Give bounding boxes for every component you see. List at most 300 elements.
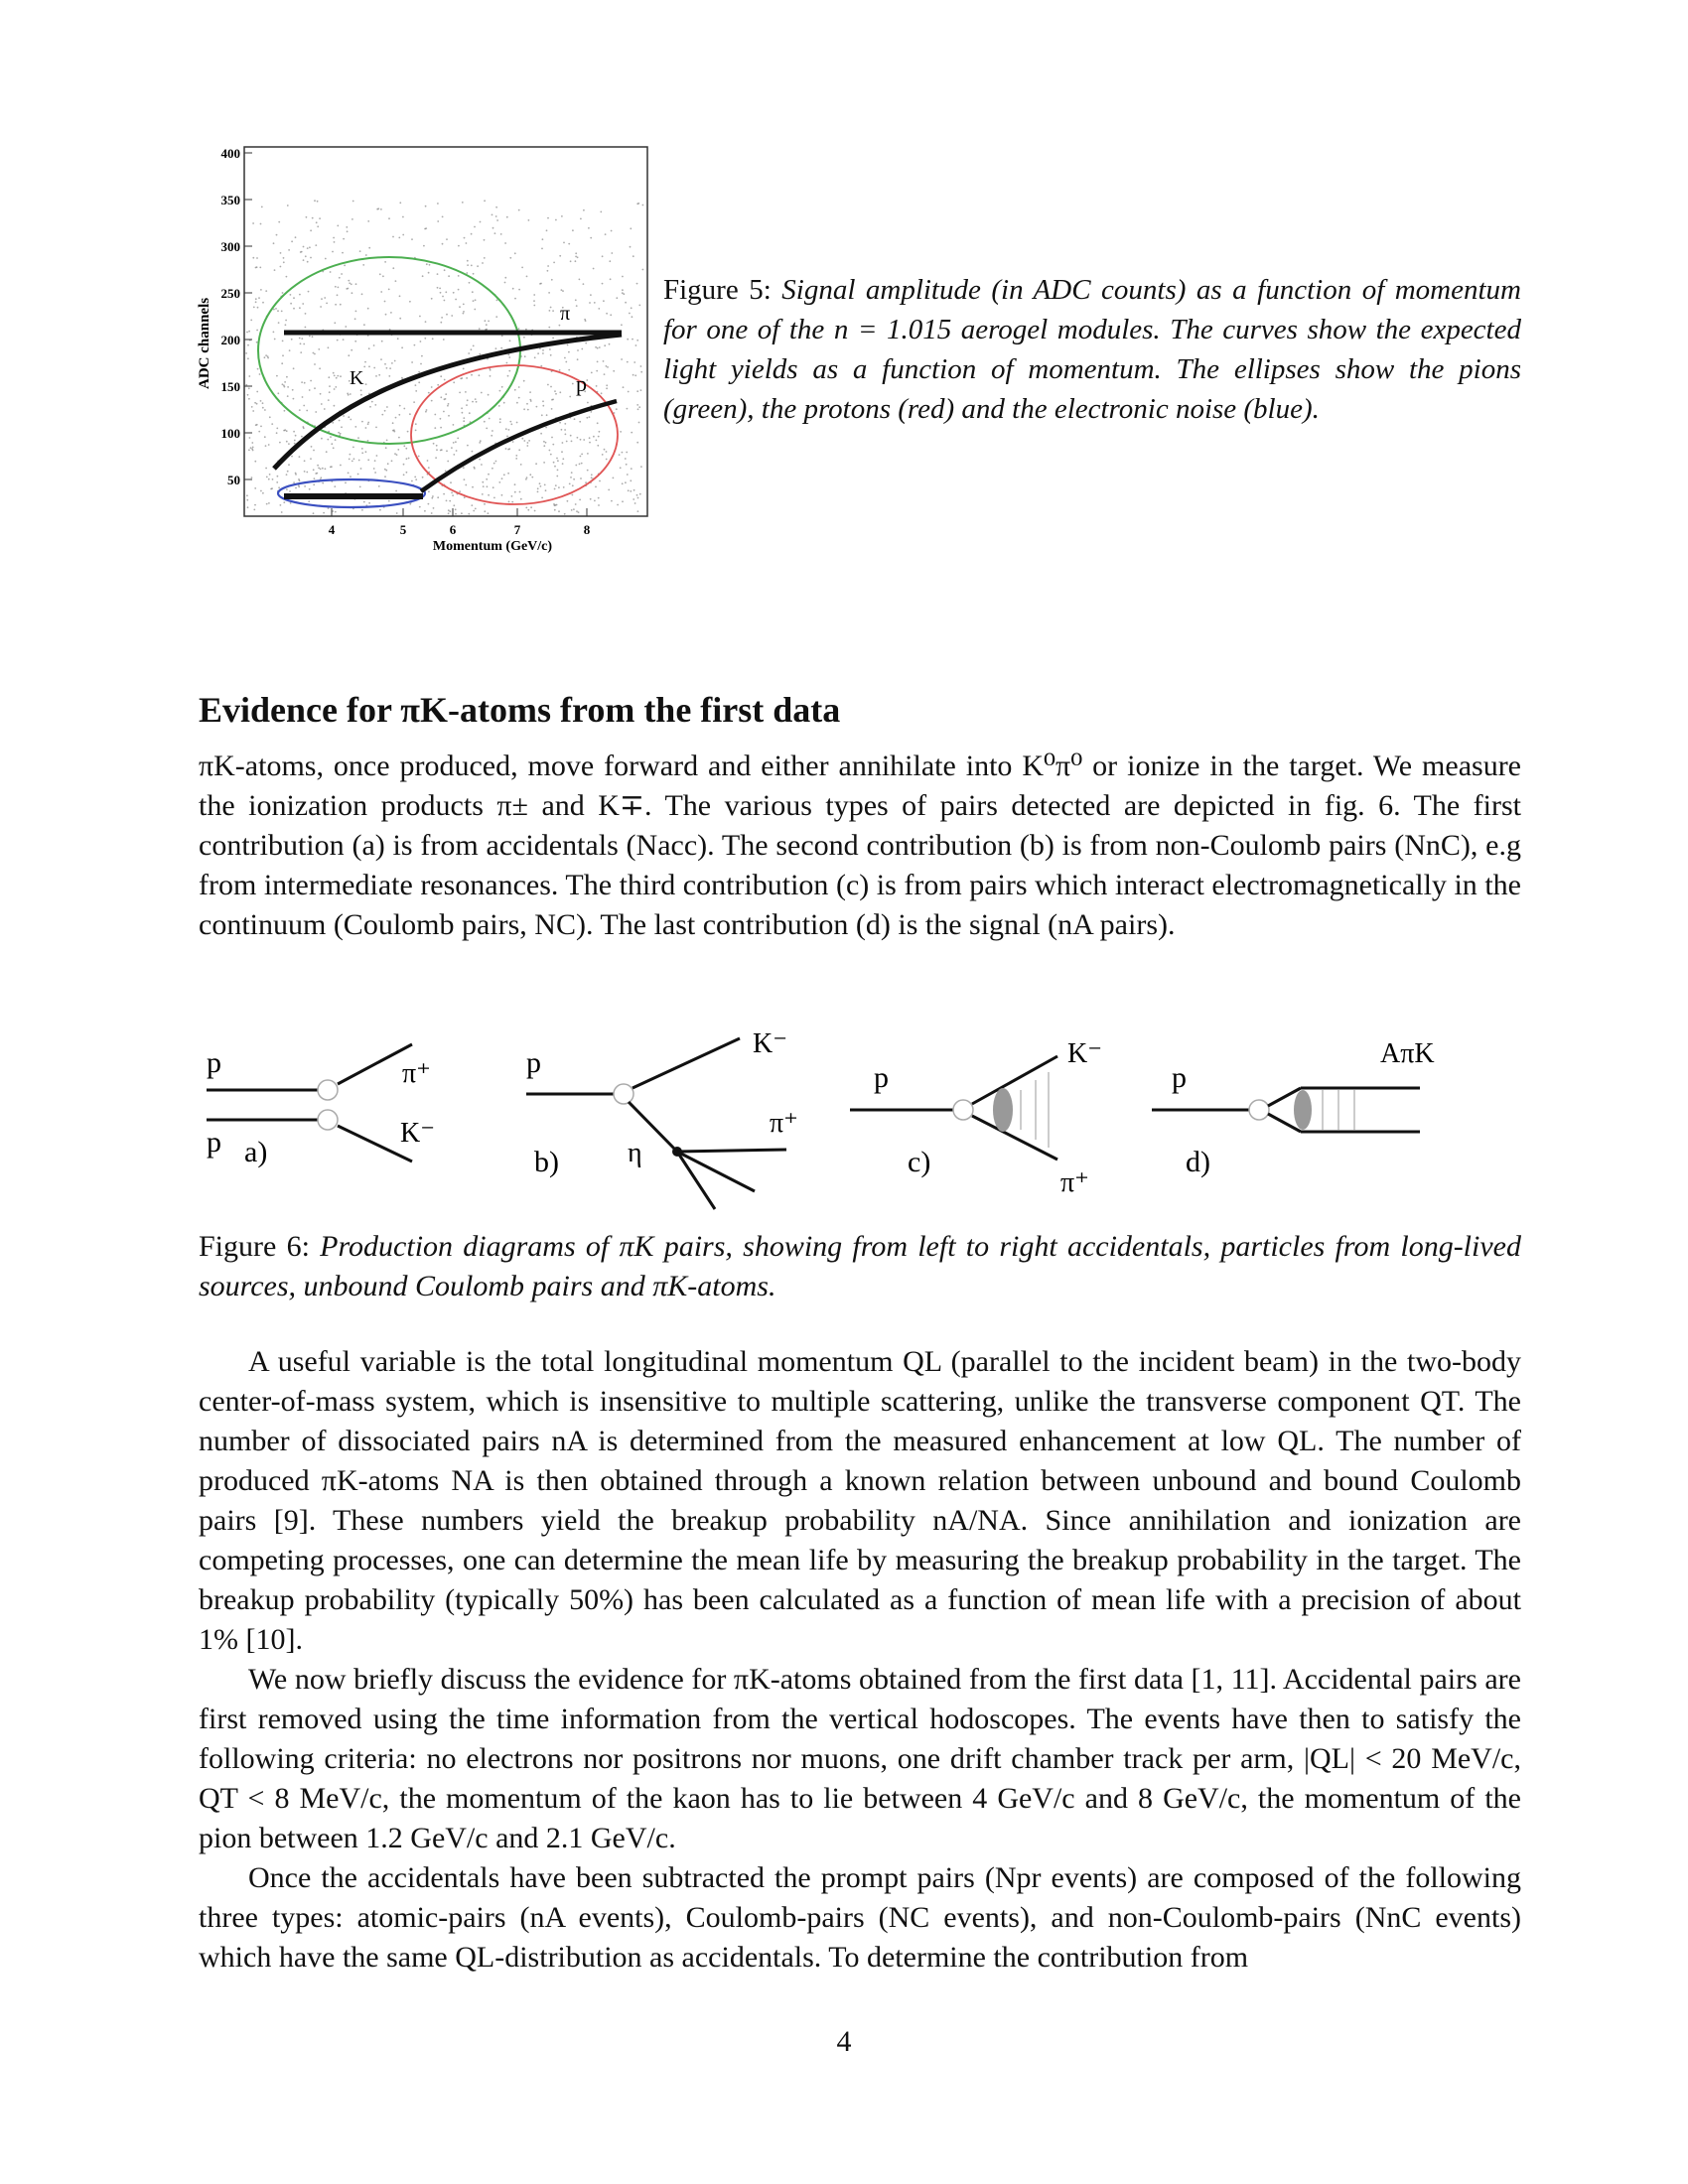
- scatter-point: [549, 310, 551, 312]
- scatter-point: [308, 291, 310, 293]
- scatter-point: [384, 410, 386, 412]
- scatter-point: [385, 447, 387, 449]
- scatter-point: [247, 394, 249, 396]
- svg-text:a): a): [244, 1136, 268, 1168]
- scatter-point: [599, 346, 601, 348]
- scatter-point: [527, 409, 529, 411]
- scatter-point: [581, 463, 583, 465]
- scatter-point: [265, 445, 267, 447]
- scatter-point: [569, 483, 571, 485]
- scatter-point: [313, 450, 315, 452]
- scatter-point: [442, 296, 444, 298]
- scatter-point: [556, 458, 558, 460]
- scatter-point: [529, 391, 531, 393]
- svg-text:p: p: [1172, 1061, 1187, 1094]
- scatter-point: [552, 310, 554, 312]
- scatter-point: [558, 510, 560, 512]
- scatter-point: [530, 506, 532, 508]
- scatter-point: [269, 416, 271, 418]
- scatter-point: [633, 498, 634, 500]
- scatter-point: [596, 385, 598, 387]
- scatter-point: [446, 238, 448, 240]
- scatter-point: [548, 292, 550, 294]
- scatter-point: [608, 489, 610, 491]
- scatter-point: [276, 428, 278, 430]
- scatter-point: [367, 423, 369, 425]
- scatter-point: [310, 229, 312, 231]
- scatter-point: [508, 353, 510, 355]
- scatter-point: [306, 410, 308, 412]
- scatter-point: [484, 239, 486, 241]
- scatter-point: [327, 439, 329, 441]
- scatter-point: [551, 408, 553, 410]
- paragraph-1: πK-atoms, once produced, move forward and either annihilate into K⁰π⁰ or ionize in the target. We measure the ionization products π± and K∓. The various types of pairs detected are depicted in fig. 6. The first contribution (a) is from accidentals (Nacc). The second contribution (b) is from non-Coulomb pairs (NnC), e.g from intermediate resonances. The third contribution (c) is from pairs which interact electromagnetically in the continuum (Coulomb pairs, NC). The last contribution (d) is the signal (nA pairs).: [199, 750, 1521, 941]
- scatter-point: [268, 478, 270, 480]
- scatter-point: [285, 320, 287, 322]
- scatter-point: [463, 467, 465, 469]
- scatter-point: [318, 348, 320, 350]
- scatter-point: [455, 299, 457, 301]
- scatter-point: [340, 465, 342, 467]
- scatter-point: [403, 464, 405, 466]
- scatter-point: [338, 287, 340, 289]
- x-axis-ticks: [329, 508, 591, 537]
- scatter-point: [536, 406, 538, 408]
- scatter-point: [252, 257, 254, 259]
- scatter-point: [506, 362, 508, 364]
- scatter-point: [290, 303, 292, 305]
- scatter-point: [264, 356, 266, 358]
- scatter-point: [367, 422, 369, 424]
- scatter-point: [504, 277, 506, 279]
- scatter-point: [281, 311, 283, 313]
- scatter-point: [526, 477, 528, 478]
- scatter-point: [520, 498, 522, 500]
- scatter-point: [266, 477, 268, 478]
- scatter-point: [467, 445, 469, 447]
- scatter-point: [428, 392, 430, 394]
- scatter-point: [433, 443, 435, 445]
- scatter-point: [315, 244, 317, 246]
- scatter-point: [632, 339, 633, 341]
- scatter-point: [314, 478, 316, 479]
- scatter-point: [525, 478, 527, 480]
- scatter-point: [523, 408, 525, 410]
- scatter-point: [627, 339, 629, 341]
- scatter-point: [558, 486, 560, 488]
- scatter-point: [625, 458, 627, 460]
- scatter-point: [426, 263, 428, 265]
- scatter-point: [259, 267, 261, 269]
- scatter-point: [458, 275, 460, 277]
- scatter-point: [620, 431, 622, 433]
- scatter-point: [295, 487, 297, 489]
- scatter-point: [397, 338, 399, 340]
- scatter-point: [424, 510, 426, 512]
- scatter-point: [326, 451, 328, 453]
- scatter-point: [504, 242, 506, 244]
- scatter-point: [529, 474, 531, 476]
- scatter-point: [294, 443, 296, 445]
- scatter-point: [479, 459, 481, 461]
- scatter-point: [415, 423, 417, 425]
- scatter-point: [636, 203, 638, 205]
- scatter-point: [581, 454, 583, 456]
- scatter-point: [501, 494, 503, 496]
- scatter-point: [499, 421, 501, 423]
- scatter-point: [311, 446, 313, 448]
- scatter-point: [606, 384, 608, 386]
- scatter-point: [537, 352, 539, 354]
- scatter-point: [286, 488, 288, 490]
- scatter-point: [248, 398, 250, 400]
- scatter-point: [459, 490, 461, 492]
- scatter-point: [541, 497, 543, 499]
- y-tick-label: 100: [220, 426, 240, 441]
- scatter-point: [498, 405, 500, 407]
- scatter-point: [469, 412, 471, 414]
- scatter-point: [276, 432, 278, 434]
- scatter-point: [598, 497, 600, 499]
- scatter-point: [585, 342, 587, 344]
- scatter-point: [533, 305, 535, 307]
- scatter-point: [507, 375, 509, 377]
- scatter-point: [440, 427, 442, 429]
- scatter-point: [348, 416, 350, 418]
- scatter-point: [304, 471, 306, 473]
- scatter-point: [411, 238, 413, 240]
- scatter-point: [290, 502, 292, 504]
- scatter-point: [553, 462, 555, 464]
- scatter-point: [299, 294, 301, 296]
- scatter-point: [437, 220, 439, 222]
- scatter-point: [368, 502, 370, 504]
- y-tick-label: 300: [220, 239, 240, 254]
- scatter-point: [525, 329, 527, 331]
- scatter-point: [634, 374, 636, 376]
- scatter-point: [434, 414, 436, 416]
- scatter-point: [484, 503, 486, 505]
- scatter-point: [310, 380, 312, 382]
- scatter-point: [429, 264, 431, 266]
- scatter-point: [550, 307, 552, 309]
- scatter-point: [540, 433, 542, 435]
- scatter-point: [482, 493, 484, 495]
- scatter-point: [580, 456, 582, 458]
- scatter-point: [611, 500, 613, 502]
- scatter-point: [277, 392, 279, 394]
- scatter-point: [295, 435, 297, 437]
- scatter-point: [492, 468, 493, 470]
- scatter-point: [549, 450, 551, 452]
- scatter-point: [486, 478, 488, 480]
- scatter-point: [506, 216, 508, 218]
- scatter-point: [295, 474, 297, 476]
- scatter-point: [611, 230, 613, 232]
- scatter-point: [367, 459, 369, 461]
- scatter-point: [313, 352, 315, 354]
- scatter-point: [403, 445, 405, 447]
- scatter-point: [399, 295, 401, 297]
- scatter-point: [600, 211, 602, 213]
- scatter-point: [314, 363, 316, 365]
- scatter-point: [447, 405, 449, 407]
- scatter-point: [463, 417, 465, 419]
- scatter-point: [360, 389, 362, 391]
- scatter-point: [291, 456, 293, 458]
- scatter-point: [357, 474, 359, 476]
- scatter-point: [554, 509, 556, 511]
- scatter-point: [525, 507, 527, 509]
- scatter-point: [286, 441, 288, 443]
- scatter-point: [534, 510, 536, 512]
- scatter-point: [320, 393, 322, 395]
- scatter-point: [287, 471, 289, 473]
- scatter-point: [409, 413, 411, 415]
- scatter-point: [553, 262, 555, 264]
- scatter-point: [259, 373, 261, 375]
- scatter-point: [548, 327, 550, 329]
- scatter-point: [636, 494, 638, 496]
- scatter-point: [425, 205, 427, 207]
- scatter-point: [252, 450, 254, 452]
- scatter-point: [256, 391, 258, 393]
- scatter-point: [299, 307, 301, 309]
- scatter-point: [428, 490, 430, 492]
- scatter-point: [451, 492, 453, 494]
- scatter-point: [305, 255, 307, 257]
- scatter-point: [634, 502, 636, 504]
- scatter-point: [245, 352, 247, 354]
- scatter-point: [562, 290, 564, 292]
- scatter-point: [254, 487, 256, 489]
- scatter-point: [552, 399, 554, 401]
- scatter-point: [333, 372, 335, 374]
- y-axis-label: ADC channels: [197, 297, 212, 389]
- scatter-point: [575, 299, 577, 301]
- scatter-point: [639, 493, 641, 495]
- scatter-point: [369, 406, 371, 408]
- scatter-point: [463, 420, 465, 422]
- scatter-point: [492, 214, 493, 216]
- scatter-point: [384, 261, 386, 263]
- scatter-point: [561, 215, 563, 217]
- scatter-point: [405, 448, 407, 450]
- scatter-point: [359, 250, 361, 252]
- scatter-point: [352, 201, 354, 203]
- scatter-point: [572, 383, 574, 385]
- scatter-point: [248, 449, 250, 451]
- scatter-point: [317, 225, 319, 227]
- scatter-point: [484, 200, 486, 202]
- svg-text:c): c): [908, 1146, 931, 1178]
- scatter-point: [384, 363, 386, 365]
- scatter-point: [265, 290, 267, 292]
- scatter-point: [437, 287, 439, 289]
- scatter-point: [516, 402, 518, 404]
- scatter-point: [467, 260, 469, 262]
- scatter-point: [394, 453, 396, 455]
- scatter-point: [374, 472, 376, 474]
- scatter-point: [444, 379, 446, 381]
- scatter-point: [564, 423, 566, 425]
- scatter-point: [500, 347, 502, 349]
- scatter-point: [428, 272, 430, 274]
- scatter-point: [474, 226, 476, 228]
- scatter-point: [440, 418, 442, 420]
- scatter-point: [631, 432, 633, 434]
- scatter-point: [594, 302, 596, 304]
- scatter-point: [335, 386, 337, 388]
- scatter-point: [355, 311, 357, 313]
- x-tick-label: 8: [583, 522, 591, 537]
- scatter-point: [425, 411, 427, 413]
- scatter-point: [343, 415, 345, 417]
- scatter-point: [468, 352, 470, 354]
- scatter-point: [399, 202, 401, 204]
- scatter-point: [255, 267, 257, 269]
- scatter-point: [289, 490, 291, 492]
- scatter-point: [510, 423, 512, 425]
- scatter-point: [427, 460, 429, 462]
- scatter-point: [350, 454, 352, 456]
- scatter-point: [388, 289, 390, 291]
- scatter-point: [247, 357, 249, 359]
- scatter-point: [378, 374, 380, 376]
- scatter-point: [521, 267, 523, 269]
- scatter-cloud: [245, 200, 643, 514]
- scatter-point: [518, 328, 520, 330]
- scatter-point: [595, 486, 597, 488]
- scatter-point: [379, 509, 381, 511]
- scatter-point: [469, 282, 471, 284]
- scatter-point: [473, 300, 475, 302]
- scatter-point: [446, 500, 448, 502]
- svg-text:K⁻: K⁻: [753, 1032, 787, 1059]
- scatter-point: [362, 264, 364, 266]
- y-tick-label: 400: [220, 146, 240, 161]
- scatter-point: [471, 504, 473, 506]
- scatter-point: [621, 358, 623, 360]
- scatter-point: [468, 513, 470, 515]
- scatter-point: [420, 341, 422, 342]
- scatter-point: [564, 513, 566, 515]
- scatter-point: [462, 202, 464, 204]
- scatter-point: [484, 510, 486, 512]
- scatter-point: [388, 375, 390, 377]
- scatter-point: [495, 461, 497, 463]
- scatter-point: [622, 452, 624, 454]
- scatter-point: [636, 283, 638, 285]
- scatter-point: [563, 242, 565, 244]
- scatter-point: [328, 376, 330, 378]
- scatter-point: [562, 442, 564, 444]
- scatter-point: [324, 408, 326, 410]
- scatter-point: [606, 387, 608, 389]
- scatter-point: [488, 394, 490, 396]
- scatter-point: [477, 265, 479, 267]
- scatter-point: [623, 293, 625, 295]
- scatter-point: [637, 510, 639, 512]
- scatter-point: [348, 280, 350, 282]
- paragraph-3: We now briefly discuss the evidence for πK-atoms obtained from the first data [1, 11]. Accidental pairs are first removed using the time information from the vertical hodoscopes. The events have then to satisfy the following criteria: no electrons nor positrons nor muons, one drift chamber track per arm, |QL| < 20 MeV/c, QT < 8 MeV/c, the momentum of the kaon has to lie between 4 GeV/c and 8 GeV/c, the momentum of the pion between 1.2 GeV/c and 2.1 GeV/c.: [199, 1663, 1521, 1854]
- scatter-point: [527, 509, 529, 511]
- scatter-point: [587, 402, 589, 404]
- figure-5-plot: [195, 141, 651, 578]
- scatter-point: [570, 260, 572, 262]
- scatter-point: [604, 344, 606, 346]
- scatter-point: [432, 495, 434, 497]
- scatter-point: [299, 338, 301, 340]
- scatter-point: [375, 427, 377, 429]
- scatter-point: [459, 392, 461, 394]
- diagram-b: [526, 1032, 798, 1209]
- scatter-point: [367, 440, 369, 442]
- scatter-point: [585, 320, 587, 322]
- scatter-point: [636, 442, 638, 444]
- scatter-point: [251, 442, 253, 444]
- x-axis-label: Momentum (GeV/c): [432, 539, 553, 554]
- scatter-point: [462, 412, 464, 414]
- scatter-point: [348, 473, 350, 475]
- scatter-point: [373, 367, 375, 369]
- scatter-point: [637, 497, 639, 499]
- scatter-point: [571, 509, 573, 511]
- scatter-point: [310, 257, 312, 259]
- scatter-point: [626, 452, 628, 454]
- scatter-point: [378, 485, 380, 487]
- scatter-point: [492, 227, 494, 229]
- scatter-point: [282, 354, 284, 356]
- scatter-point: [642, 205, 644, 206]
- scatter-point: [622, 292, 624, 294]
- scatter-point: [299, 456, 301, 458]
- svg-text:AπK: AπK: [1380, 1038, 1435, 1069]
- scatter-point: [276, 234, 278, 236]
- pion-curve-label: π: [560, 303, 571, 325]
- scatter-point: [393, 431, 395, 433]
- scatter-point: [632, 316, 633, 318]
- scatter-point: [336, 377, 338, 379]
- scatter-point: [348, 354, 350, 356]
- scatter-point: [549, 348, 551, 350]
- scatter-point: [255, 424, 257, 426]
- scatter-point: [351, 283, 352, 285]
- scatter-point: [293, 398, 295, 400]
- scatter-point: [303, 259, 305, 261]
- scatter-point: [481, 464, 483, 466]
- scatter-point: [265, 354, 267, 356]
- scatter-point: [313, 483, 315, 485]
- scatter-point: [488, 321, 490, 323]
- scatter-point: [562, 463, 564, 465]
- scatter-point: [488, 474, 490, 476]
- scatter-point: [249, 437, 251, 439]
- scatter-point: [541, 414, 543, 416]
- scatter-point: [501, 336, 503, 338]
- scatter-point: [254, 461, 256, 463]
- scatter-point: [333, 237, 335, 239]
- scatter-point: [586, 417, 588, 419]
- scatter-point: [335, 286, 337, 288]
- scatter-point: [476, 401, 478, 403]
- scatter-point: [598, 504, 600, 506]
- scatter-point: [475, 398, 477, 400]
- scatter-point: [473, 510, 475, 512]
- scatter-point: [606, 365, 608, 367]
- scatter-point: [620, 467, 622, 469]
- scatter-point: [247, 344, 249, 346]
